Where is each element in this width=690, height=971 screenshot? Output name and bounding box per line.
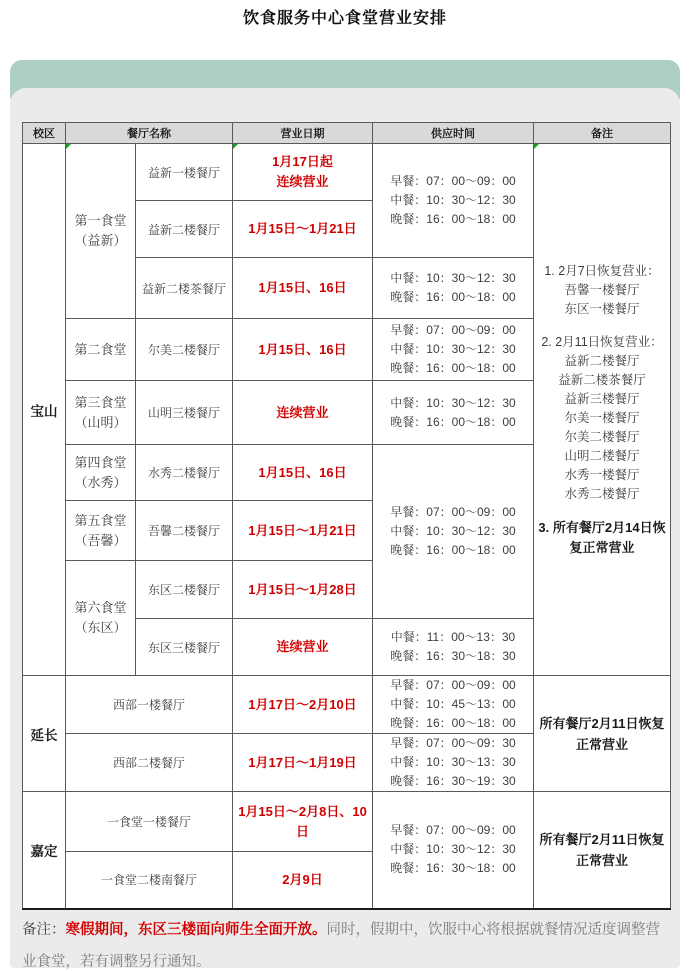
restaurant-name: 益新二楼茶餐厅 bbox=[136, 258, 233, 319]
business-date: 2月9日 bbox=[233, 852, 373, 909]
restaurant-name: 东区三楼餐厅 bbox=[136, 619, 233, 676]
business-date: 1月17日～2月10日 bbox=[233, 676, 373, 734]
col-header-hours: 供应时间 bbox=[373, 123, 534, 144]
restaurant-name: 尔美二楼餐厅 bbox=[136, 319, 233, 381]
table-row bbox=[23, 676, 671, 734]
restaurant-name: 益新一楼餐厅 bbox=[136, 144, 233, 201]
table-row bbox=[23, 144, 671, 201]
serving-hours: 中餐：10：30～12：30 晚餐：16：00～18：00 bbox=[373, 381, 534, 445]
page-title: 饮食服务中心食堂营业安排 bbox=[242, 10, 447, 27]
restaurant-name: 山明三楼餐厅 bbox=[136, 381, 233, 445]
business-date: 1月15日～2月8日、10日 bbox=[233, 792, 373, 852]
serving-hours: 早餐：07：00～09：30 中餐：10：30～13：30 晚餐：16：30～19：30 bbox=[373, 734, 534, 792]
restaurant-name: 西部一楼餐厅 bbox=[66, 676, 233, 734]
restaurant-name: 水秀二楼餐厅 bbox=[136, 445, 233, 501]
col-header-campus: 校区 bbox=[23, 123, 66, 144]
notes-jiading: 所有餐厅2月11日恢复正常营业 bbox=[534, 792, 671, 909]
business-date: 连续营业 bbox=[233, 619, 373, 676]
business-date: 1月15日～1月21日 bbox=[233, 201, 373, 258]
col-header-restaurant: 餐厅名称 bbox=[66, 123, 233, 144]
schedule-table bbox=[22, 122, 671, 910]
campus-yanchang: 延长 bbox=[23, 676, 66, 792]
restaurant-name: 益新二楼餐厅 bbox=[136, 201, 233, 258]
footer-note bbox=[22, 914, 672, 971]
canteen-group-4: 第四食堂 （水秀） bbox=[66, 445, 136, 501]
restaurant-name: 东区二楼餐厅 bbox=[136, 561, 233, 619]
serving-hours: 早餐：07：00～09：00 中餐：10：30～12：30 晚餐：16：00～18：00 bbox=[373, 319, 534, 381]
business-date: 1月15日、16日 bbox=[233, 319, 373, 381]
canteen-group-1: 第一食堂 （益新） bbox=[66, 144, 136, 319]
serving-hours: 早餐：07：00～09：00 中餐：10：30～12：30 晚餐：16：00～18：00 bbox=[373, 144, 534, 258]
table-row bbox=[23, 792, 671, 852]
schedule-table-wrap bbox=[22, 122, 671, 910]
serving-hours: 早餐：07：00～09：00 中餐：10：30～12：30 晚餐：16：30～18：00 bbox=[373, 792, 534, 909]
campus-jiading: 嘉定 bbox=[23, 792, 66, 909]
serving-hours: 早餐：07：00～09：00 中餐：10：30～12：30 晚餐：16：00～18：00 bbox=[373, 445, 534, 619]
restaurant-name: 吾馨二楼餐厅 bbox=[136, 501, 233, 561]
serving-hours: 中餐：11：00～13：30 晚餐：16：30～18：30 bbox=[373, 619, 534, 676]
canteen-group-6: 第六食堂 （东区） bbox=[66, 561, 136, 676]
footer-rest: 同时，假期中，饮服中心将根据就餐情况适度调整营业食堂，若有调整另行通知。 bbox=[22, 922, 660, 970]
notes-yanchang: 所有餐厅2月11日恢复正常营业 bbox=[534, 676, 671, 792]
canteen-group-5: 第五食堂 （吾馨） bbox=[66, 501, 136, 561]
footer-highlight: 寒假期间，东区三楼面向师生全面开放。 bbox=[65, 922, 327, 938]
header-row bbox=[23, 123, 671, 144]
canteen-group-2: 第二食堂 bbox=[66, 319, 136, 381]
business-date: 连续营业 bbox=[233, 381, 373, 445]
notes-baoshan: 1. 2月7日恢复营业： 吾馨一楼餐厅 东区一楼餐厅 2. 2月11日恢复营业： 益新二楼餐厅 益新二楼茶餐厅 益新三楼餐厅 尔美一楼餐厅 尔美二楼餐厅 山明二楼餐厅 水秀一楼餐厅 水秀二楼餐厅 3. 所有餐厅2月14日恢复正常营业 bbox=[534, 144, 671, 676]
footer-prefix: 备注： bbox=[22, 922, 66, 938]
col-header-dates: 营业日期 bbox=[233, 123, 373, 144]
col-header-notes: 备注 bbox=[534, 123, 671, 144]
business-date: 1月17日～1月19日 bbox=[233, 734, 373, 792]
campus-baoshan: 宝山 bbox=[23, 144, 66, 676]
serving-hours: 中餐：10：30～12：30 晚餐：16：00～18：00 bbox=[373, 258, 534, 319]
serving-hours: 早餐：07：00～09：00 中餐：10：45～13：00 晚餐：16：00～18：00 bbox=[373, 676, 534, 734]
restaurant-name: 一食堂一楼餐厅 bbox=[66, 792, 233, 852]
restaurant-name: 一食堂二楼南餐厅 bbox=[66, 852, 233, 909]
business-date: 1月17日起 连续营业 bbox=[233, 144, 373, 201]
canteen-group-3: 第三食堂 （山明） bbox=[66, 381, 136, 445]
business-date: 1月15日～1月28日 bbox=[233, 561, 373, 619]
business-date: 1月15日、16日 bbox=[233, 258, 373, 319]
business-date: 1月15日、16日 bbox=[233, 445, 373, 501]
business-date: 1月15日～1月21日 bbox=[233, 501, 373, 561]
restaurant-name: 西部二楼餐厅 bbox=[66, 734, 233, 792]
